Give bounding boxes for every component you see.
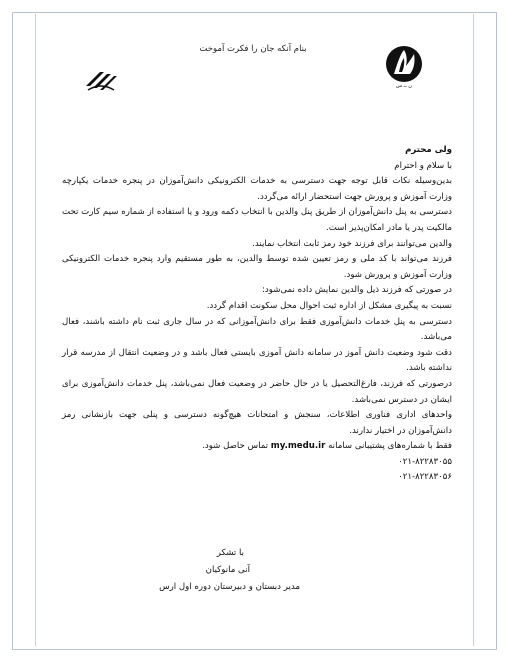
phone-2-number: ۰۲۱-۸۲۲۸۳۰۵۶ bbox=[398, 472, 452, 483]
paragraph-access: دسترسی به پنل دانش‌آموزان از طریق پنل والدین با انتخاب دکمه ورود و یا استفاده از شماره سیم کارت تحت مالکیت پدر یا مادر امکان‌پذیر است. bbox=[62, 207, 452, 233]
ministry-wave-logo bbox=[84, 68, 118, 94]
paragraph-graduate: درصورتی که فرزند، فارغ‌التحصیل یا در حال حاضر در وضعیت فعال نمی‌باشد، پنل خدمات دانش‌آموزی برای ایشان در دسترس نمی‌باشد. bbox=[62, 378, 452, 405]
paragraph-condition: در صورتی که فرزند ذیل والدین نمایش داده نمی‌شود: bbox=[262, 285, 452, 296]
svg-text:ن ــ س: ن ــ س bbox=[396, 83, 412, 88]
paragraph-status: دقت شود وضعیت دانش آموز در سامانه دانش آموزی بایستی فعال باشد و در وضعیت انتقال از مدرسه قرار نداشته باشد. bbox=[62, 347, 452, 374]
contact-line bbox=[62, 439, 452, 455]
paragraph-enrolled: دسترسی به پنل خدمات دانش‌آموزی فقط برای دانش‌آموزانی که در سال جاری ثبت نام داشته باشند، فعال می‌باشد. bbox=[62, 316, 452, 343]
contact-prefix: فقط با شماره‌های پشتیبانی سامانه bbox=[328, 441, 452, 452]
phone-2 bbox=[62, 470, 452, 486]
paragraph-units: واحدهای اداری فناوری اطلاعات، سنجش و امتحانات هیچ‌گونه دسترسی و پنلی جهت بازنشانی رمز دانش‌آموزان در اختیار ندارند. bbox=[62, 410, 452, 436]
page-header-title: بنام آنکه جان را فکرت آموخت bbox=[199, 44, 307, 54]
phone-1 bbox=[62, 455, 452, 471]
signature-block bbox=[80, 545, 300, 596]
contact-suffix: تماس حاصل شود. bbox=[202, 441, 269, 452]
school-emblem-logo bbox=[382, 44, 426, 88]
paragraph-registry: نسبت به پیگیری مشکل از اداره ثبت احوال محل سکونت اقدام گردد. bbox=[206, 300, 452, 311]
letter-body bbox=[62, 143, 452, 486]
paragraph-child-login: فرزند می‌تواند با کد ملی و رمز تعیین شده توسط والدین، به طور مستقیم وارد پنجره خدمات الکترونیکی وزارت آموزش و پرورش شود. bbox=[62, 254, 452, 280]
svg-text:۱۳۵۵: ۱۳۵۵ bbox=[398, 77, 410, 83]
phone-1-number: ۰۲۱-۸۲۲۸۳۰۵۵ bbox=[398, 456, 452, 467]
signature-thanks: با تشکر bbox=[216, 548, 244, 558]
support-site-link[interactable]: my.medu.ir bbox=[270, 441, 326, 452]
greeting: با سلام و احترام bbox=[394, 160, 452, 171]
paragraph-password: والدین می‌توانند برای فرزند خود رمز ثابت انتخاب نمایند. bbox=[252, 238, 452, 249]
salutation: ولی محترم bbox=[405, 145, 452, 155]
signature-name: آنی مانوکیان bbox=[205, 565, 250, 575]
signature-role: مدیر دبستان و دبیرستان دوره اول ارس bbox=[159, 582, 300, 592]
paragraph-intro: بدین‌وسیله نکات قابل توجه جهت دسترسی به خدمات الکترونیکی دانش‌آموزان در پنجره خدمات یکپارچه وزارت آموزش و پرورش جهت استحضار ارائه می‌گردد. bbox=[62, 176, 452, 202]
